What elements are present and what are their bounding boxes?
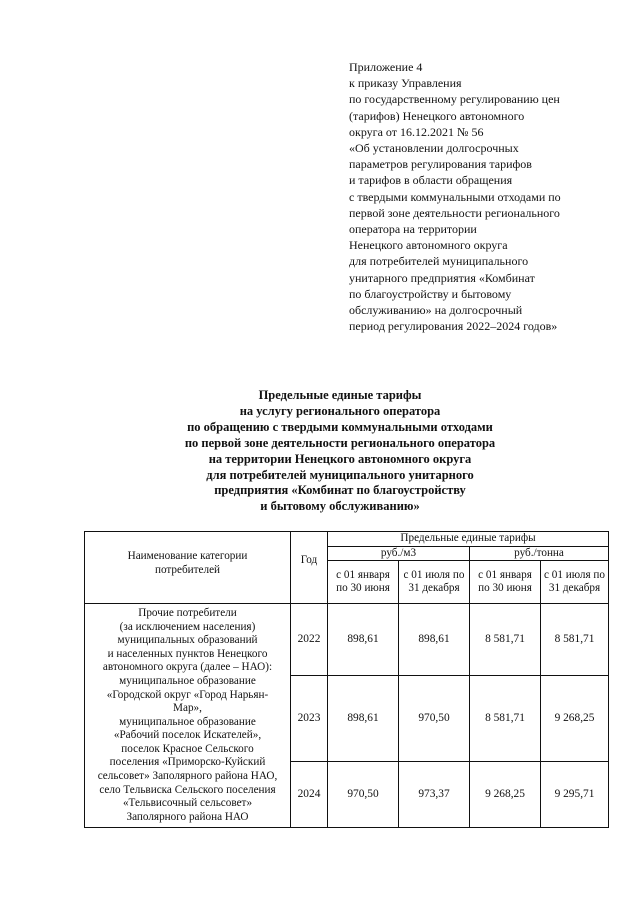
header-unit-m3: руб./м3 xyxy=(328,546,470,561)
tariff-cell: 898,61 xyxy=(328,676,399,762)
header-year: Год xyxy=(291,532,328,604)
title-line: по обращению с твердыми коммунальными отходами xyxy=(187,419,493,434)
header-unit-ton: руб./тонна xyxy=(470,546,609,561)
appendix-line: унитарного предприятия «Комбинат xyxy=(349,270,535,285)
appendix-line: обслуживанию» на долгосрочный xyxy=(349,303,523,318)
tariff-cell: 973,37 xyxy=(399,762,470,828)
appendix-line: Приложение 4 xyxy=(349,60,423,74)
category-line: Заполярного района НАО xyxy=(126,810,249,823)
tariff-cell: 898,61 xyxy=(328,604,399,676)
tariff-cell: 8 581,71 xyxy=(470,676,541,762)
title-line: для потребителей муниципального унитарного xyxy=(206,467,474,482)
title-line: и бытовому обслуживанию» xyxy=(260,499,420,514)
tariff-table xyxy=(84,531,609,828)
header-period-jul-dec: с 01 июля по 31 декабря xyxy=(399,561,470,604)
appendix-line: к приказу Управления xyxy=(349,76,462,91)
category-line: автономного округа (далее – НАО): xyxy=(102,661,273,674)
appendix-line: с твердыми коммунальными отходами по xyxy=(349,189,561,204)
tariff-cell: 9 268,25 xyxy=(470,762,541,828)
table-row xyxy=(85,604,609,676)
tariff-cell: 9 268,25 xyxy=(541,676,609,762)
category-line: (за исключением населения) xyxy=(119,620,256,633)
category-line: поселок Красное Сельского xyxy=(121,742,254,755)
document-title xyxy=(120,388,560,515)
tariff-cell: 970,50 xyxy=(328,762,399,828)
category-line: сельсовет» Заполярного района НАО, xyxy=(97,770,278,783)
category-line: и населенных пунктов Ненецкого xyxy=(107,647,268,660)
tariff-cell: 898,61 xyxy=(399,604,470,676)
appendix-line: «Об установлении долгосрочных xyxy=(349,141,519,156)
category-line: Прочие потребители xyxy=(138,606,237,619)
appendix-line: первой зоне деятельности регионального xyxy=(349,205,560,220)
appendix-line: период регулирования 2022–2024 годов» xyxy=(349,319,558,334)
appendix-line: округа от 16.12.2021 № 56 xyxy=(349,124,484,139)
category-line: Мар», xyxy=(173,702,202,715)
appendix-line: для потребителей муниципального xyxy=(349,254,529,269)
appendix-line: по благоустройству и бытовому xyxy=(349,286,512,301)
year-cell: 2024 xyxy=(291,762,328,828)
header-period-jul-dec: с 01 июля по 31 декабря xyxy=(541,561,609,604)
appendix-line: и тарифов в области обращения xyxy=(349,173,513,188)
appendix-line: параметров регулирования тарифов xyxy=(349,157,532,172)
title-line: на территории Ненецкого автономного округа xyxy=(208,451,472,466)
category-cell xyxy=(85,604,291,828)
category-line: поселения «Приморско-Куйский xyxy=(109,756,266,769)
header-tariffs: Предельные единые тарифы xyxy=(328,532,609,547)
header-category: Наименование категории потребителей xyxy=(85,532,291,604)
appendix-line: (тарифов) Ненецкого автономного xyxy=(349,108,525,123)
year-cell: 2022 xyxy=(291,604,328,676)
category-line: муниципальных образований xyxy=(117,634,258,647)
title-line: по первой зоне деятельности регионального оператора xyxy=(184,435,496,450)
year-cell: 2023 xyxy=(291,676,328,762)
category-line: муниципальное образование xyxy=(119,715,256,728)
appendix-header xyxy=(349,59,629,334)
title-line: предприятия «Комбинат по благоустройству xyxy=(214,483,466,498)
category-line: село Тельвиска Сельского поселения xyxy=(99,783,276,796)
appendix-line: по государственному регулированию цен xyxy=(349,92,560,107)
category-line: «Городской округ «Город Нарьян- xyxy=(106,688,269,701)
appendix-line: оператора на территории xyxy=(349,222,477,237)
appendix-line: Ненецкого автономного округа xyxy=(349,238,508,253)
category-line: муниципальное образование xyxy=(119,674,256,687)
tariff-cell: 970,50 xyxy=(399,676,470,762)
tariff-cell: 8 581,71 xyxy=(470,604,541,676)
title-line: Предельные единые тарифы xyxy=(258,388,422,402)
title-line: на услугу регионального оператора xyxy=(239,403,441,418)
tariff-cell: 8 581,71 xyxy=(541,604,609,676)
tariff-cell: 9 295,71 xyxy=(541,762,609,828)
header-period-jan-jun: с 01 января по 30 июня xyxy=(470,561,541,604)
category-line: «Тельвисочный сельсовет» xyxy=(122,797,253,810)
category-line: «Рабочий поселок Искателей», xyxy=(113,729,262,742)
header-period-jan-jun: с 01 января по 30 июня xyxy=(328,561,399,604)
